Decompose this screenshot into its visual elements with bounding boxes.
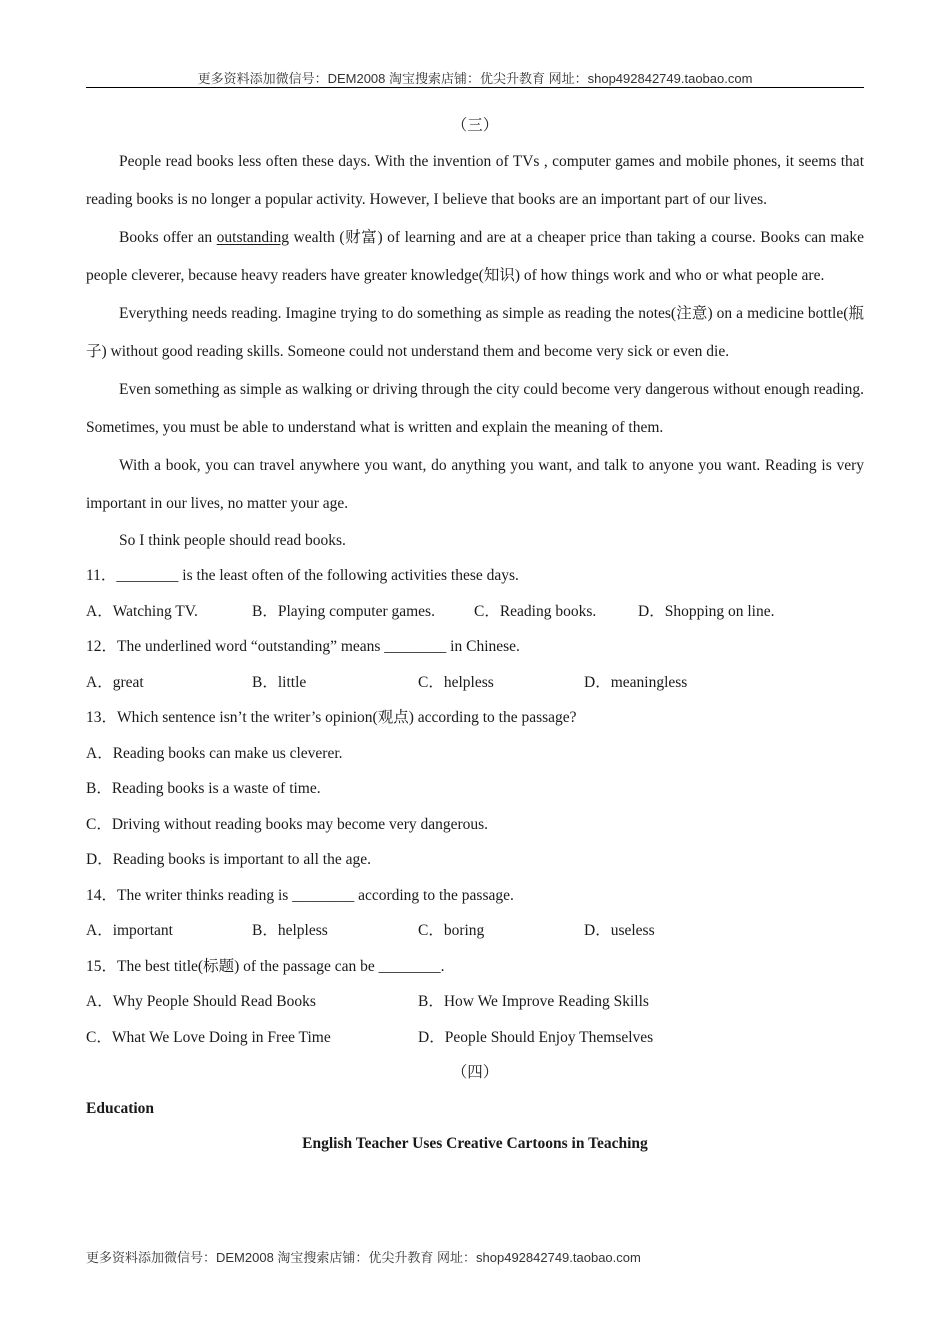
option: C．helpless bbox=[418, 673, 494, 691]
option: A．Reading books can make us cleverer. bbox=[86, 744, 343, 762]
section-title-4: （四） bbox=[451, 1064, 499, 1081]
question-12-stem: 12．The underlined word “outstanding” means ________ in Chinese. bbox=[86, 638, 520, 655]
paragraph-1: People read books less often these days. With the invention of TVs , computer games and mobile phones, it seems that reading books is no longer a popular activity. However, I believe that books are an important part of our lives. bbox=[86, 153, 864, 208]
option: B．How We Improve Reading Skills bbox=[418, 993, 649, 1010]
option: C．Reading books. bbox=[474, 602, 597, 620]
option: D．useless bbox=[584, 922, 655, 939]
option: C．boring bbox=[418, 922, 485, 939]
question-14-options bbox=[86, 913, 864, 949]
question-15-options-row-2 bbox=[86, 1020, 864, 1056]
document-body bbox=[86, 108, 864, 1162]
option: D．Shopping on line. bbox=[638, 602, 775, 620]
option: A．Watching TV. bbox=[86, 602, 198, 620]
option: B．Reading books is a waste of time. bbox=[86, 780, 321, 797]
page-footer: 更多资料添加微信号：DEM2008 淘宝搜索店铺：优尖升教育 网址：shop492842749.taobao.com bbox=[86, 1250, 641, 1265]
paragraph-4: Even something as simple as walking or driving through the city could become very dangerous without enough reading. Sometimes, you must be able to understand what is written and explain the meaning of them. bbox=[86, 381, 864, 436]
option: D．Reading books is important to all the age. bbox=[86, 851, 371, 868]
option: B．helpless bbox=[252, 922, 328, 939]
page-header: 更多资料添加微信号：DEM2008 淘宝搜索店铺：优尖升教育 网址：shop492842749.taobao.com bbox=[197, 71, 753, 86]
option: C．What We Love Doing in Free Time bbox=[86, 1028, 331, 1046]
question-15-options-row-1 bbox=[86, 984, 864, 1020]
question-15-stem: 15．The best title(标题) of the passage can be ________. bbox=[86, 957, 445, 975]
section-title-3: （三） bbox=[451, 117, 499, 134]
paragraph-2-after: wealth (财富) of learning and are at a cheaper price than taking a course. Books can make people cleverer, because heavy readers have greater knowledge(知识) of how things work and who or what people are. bbox=[86, 229, 864, 284]
option: B．little bbox=[252, 673, 307, 691]
paragraph-3: Everything needs reading. Imagine trying to do something as simple as reading the notes(注意) on a medicine bottle(瓶子) without good reading skills. Someone could not understand them and become very sick or even die. bbox=[86, 305, 864, 360]
paragraph-6: So I think people should read books. bbox=[119, 532, 346, 549]
paragraph-5: With a book, you can travel anywhere you want, do anything you want, and talk to anyone you want. Reading is very important in our lives, no matter your age. bbox=[86, 457, 864, 512]
question-14-stem: 14．The writer thinks reading is ________ according to the passage. bbox=[86, 886, 514, 904]
article-headline: English Teacher Uses Creative Cartoons in Teaching bbox=[302, 1135, 648, 1152]
option: A．important bbox=[86, 922, 173, 939]
option: D．People Should Enjoy Themselves bbox=[418, 1028, 654, 1046]
question-12-options bbox=[86, 665, 864, 701]
question-13-stem: 13．Which sentence isn’t the writer’s opinion(观点) according to the passage? bbox=[86, 709, 577, 726]
option: A．great bbox=[86, 673, 144, 691]
option: B．Playing computer games. bbox=[252, 602, 435, 620]
option: D．meaningless bbox=[584, 673, 688, 691]
option: A．Why People Should Read Books bbox=[86, 993, 316, 1010]
underlined-word: outstanding bbox=[216, 229, 289, 246]
paragraph-2 bbox=[86, 219, 864, 295]
option: C．Driving without reading books may become very dangerous. bbox=[86, 815, 489, 833]
question-11-stem: 11．________ is the least often of the following activities these days. bbox=[86, 567, 519, 584]
question-11-options bbox=[86, 594, 864, 630]
category-label: Education bbox=[86, 1099, 155, 1117]
paragraph-2-before: Books offer an bbox=[119, 229, 217, 246]
header-rule bbox=[86, 87, 864, 88]
